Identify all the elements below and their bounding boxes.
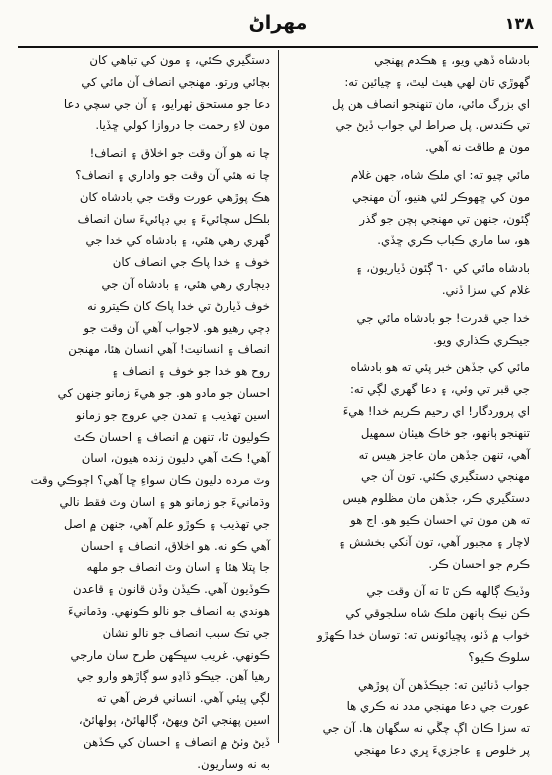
text-line: اي پروردگار! اي رحيم ڪريم خدا! هيءَ [287,401,530,423]
text-line: جا پتلا هئا ۽ اسان وٽ انصاف جو ملهه [26,557,270,579]
page-title: مهراڻ [249,12,308,34]
page-header [18,8,538,48]
text-line: آهي، تنهن جڏهن مان عاجز هيس ته [287,445,530,467]
text-line: دستگيري ڪئي، ۽ مون کي تباهي کان [26,50,270,72]
text-line: هو، سا ماري ڪباب ڪري ڇڏي. [287,230,530,252]
text-line: جي تهذيب ۽ ڪوڙو علم آهي، جنهن ۾ اصل [26,514,270,536]
text-line: تي ڪندس. پل صراط لي جواب ڏيڻ جي [287,115,530,137]
text-line: بلڪل سچائيءَ ۽ بي ڊپائيءَ سان انصاف [26,209,270,231]
text-line: جيڪري ڪذاري ويو. [287,330,530,352]
text-line: دعا جو مستحق ٺهرايو، ۽ آن جي سچي دعا [26,94,270,116]
text-line: چا نه هئي آن وقت جو واداري ۽ انصاف؟ [26,165,270,187]
text-line: غلام کي سزا ڏني. [287,280,530,302]
text-line: مون کي ڇهوڪر لئي هنيو، آن مهنجي [287,187,530,209]
text-line: چا نه هو آن وقت جو اخلاق ۽ انصاف! [26,143,270,165]
text-line: مون ۾ طاقت نه آهي. [287,137,530,159]
text-line: ڪرم جو احسان ڪر. [287,554,530,576]
text-columns [18,50,538,743]
text-line: بچائي ورتو. مهنجي انصاف آن مائي کي [26,72,270,94]
text-line: انصاف ۽ انسانيت! آهي انسان هئا، مهنجن [26,339,270,361]
text-line: هڪ پوڙهي عورت وقت جي بادشاه کان [26,187,270,209]
text-line: مهنجي دستگيري ڪئي. تون آن جي [287,466,530,488]
text-line: جي تڪ سبب انصاف جو نالو نشان [26,623,270,645]
right-text-column [278,50,538,743]
text-line: اسين پهنجي اٿڻ ويهڻ، ڳالهائڻ، ٻولهائڻ، [26,710,270,732]
text-line: آهي ڪو نه. هو اخلاق، انصاف ۽ احسان [26,536,270,558]
text-line: پر خلوص ۽ عاجزيءَ ڀري دعا مهنجي [287,740,530,762]
text-line: دستگيري ڪر، جڏهن مان مظلوم هيس [287,488,530,510]
text-line: وڏيڪ ڳالهه ڪن ٿا ته آن وقت جي [287,581,530,603]
text-line: ڊيڄاري رهي هئي، ۽ بادشاه آن جي [26,274,270,296]
text-line: گهري رهي هئي، ۽ بادشاه کي خدا جي [26,230,270,252]
text-line: روح هو خدا جو خوف ۽ انصاف ۽ [26,361,270,383]
text-line: مائي کي جڏهن خبر پئي ته هو بادشاه [287,357,530,379]
text-line: آهي! ڪٿ آهي دليون زنده هيون، اسان [26,448,270,470]
text-line: سلوڪ ڪيو؟ [287,647,530,669]
text-line: رهيا آهن. جيڪو ڏاڍو سو ڳاڙهو وارو جي [26,666,270,688]
text-line: عورت جي دعا مهنجي مدد نه ڪري ها [287,696,530,718]
text-line: ڳئون، جنهن تي مهنجي ٻچن جو گذر [287,209,530,231]
text-line: ڪوليون ٿا، تنهن ۾ انصاف ۽ احسان ڪٿ [26,427,270,449]
text-line: هوندي به انصاف جو نالو ڪونهي. وڌمانيءَ [26,601,270,623]
text-line: اسين تهذيب ۽ تمدن جي عروج جو زمانو [26,405,270,427]
text-line: بادشاه ڏهي ويو، ۽ هڪدم پهنجي [287,50,530,72]
text-line: وٽ مرده دليون ڪان سواءِ ڇا آهي؟ اڄوڪي وقت [26,470,270,492]
text-line: بادشاه مائي کي ٦٠ ڳئون ڏياريون، ۽ [287,258,530,280]
text-line: خوف ڏيارڻ تي خدا پاڪ کان ڪيترو نه [26,296,270,318]
text-line: مون لاءِ رحمت جا دروازا کولي ڇڏيا. [26,115,270,137]
text-line: جواب ڏنائين ته: جيڪڏهن آن پوڙهي [287,675,530,697]
text-line: اي بزرگ مائي، مان تنهنجو انصاف هن پل [287,94,530,116]
text-line: خواب ۾ ڏٺو، پڇيائونس ته: توسان خدا ڪهڙو [287,625,530,647]
text-line: ڪن نيڪ ٻانهن ملڪ شاه سلجوقي کي [287,603,530,625]
text-line: به نه وساريون. [26,754,270,775]
page-number: ۱۳۸ [505,14,534,33]
text-line: ڪونهي. غريب سڀڪهن طرح سان مارجي [26,645,270,667]
text-line: وڌمانيءَ جو زمانو هو ۽ اسان وٽ فقط نالي [26,492,270,514]
text-line: گهوڙي تان لهي هيٺ ليٿ، ۽ چيائين ته: [287,72,530,94]
text-line: تنهنجو ٻانهو، جو خاڪ هيٺان سمهيل [287,423,530,445]
text-line: ته هن مون تي احسان ڪيو هو. اج هو [287,510,530,532]
text-line: ڪوڏيون آهي. ڪيڏن وڏن قانون ۽ قاعدن [26,579,270,601]
left-text-column [18,50,278,743]
text-line: ڏيڻ وٺڻ ۾ انصاف ۽ احسان کي ڪڏهن [26,732,270,754]
text-line: لڳي پيئي آهي. انساني فرض آهي ته [26,688,270,710]
text-line: لاچار ۽ مجبور آهي، تون آنکي بخشش ۽ [287,532,530,554]
text-line: ڊڄي رهيو هو. لاجواب آهي آن وقت جو [26,318,270,340]
text-line: خوف ۽ خدا پاڪ جي انصاف کان [26,252,270,274]
text-line: خدا جي قدرت! جو بادشاه مائي جي [287,308,530,330]
text-line: ته سزا ڪان اڳ چڱي نه سگهان ها. آن جي [287,718,530,740]
text-line: جي قبر تي وئي، ۽ دعا گهري لڳي ته: [287,379,530,401]
text-line: احسان جو مادو هو. جو هيءَ زمانو جنهن کي [26,383,270,405]
text-line: مائي چيو ته: اي ملڪ شاه، جهن غلام [287,165,530,187]
